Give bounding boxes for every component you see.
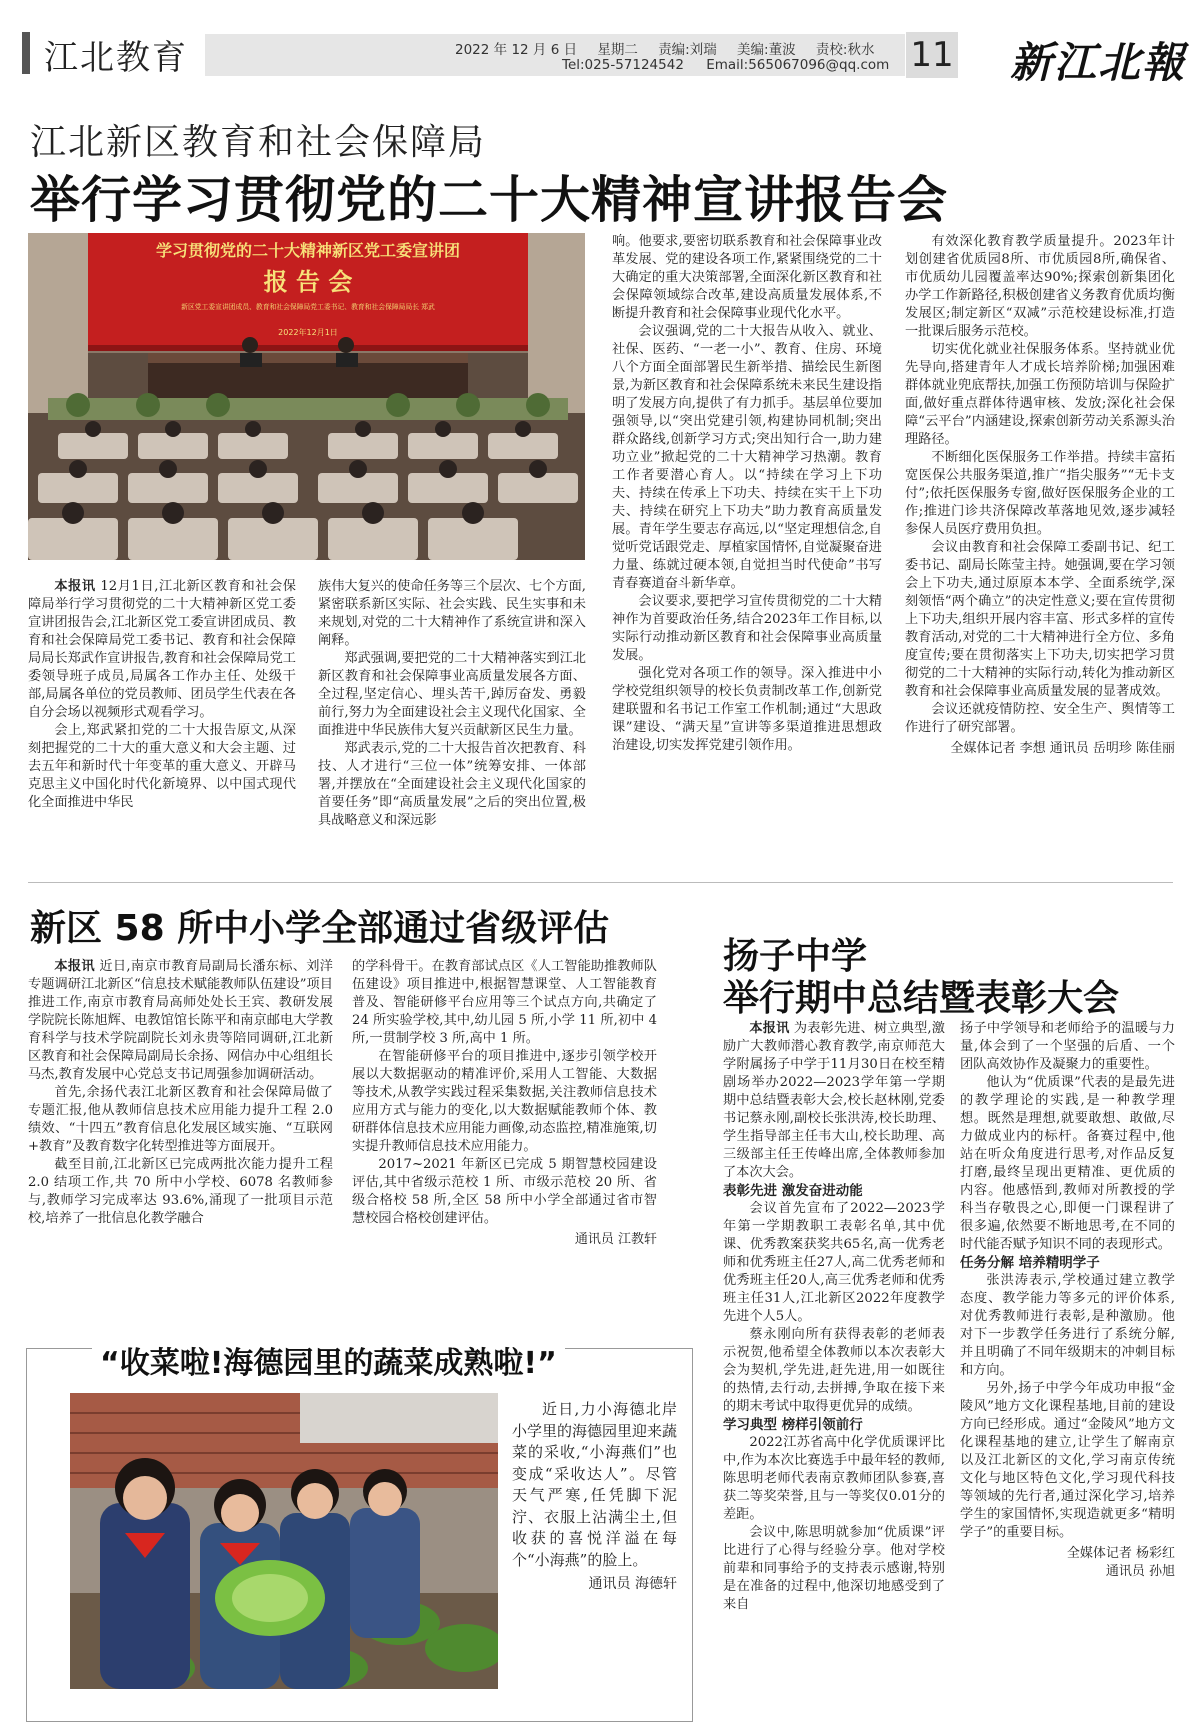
- article3-byline-correspondent: 通讯员 孙旭: [1105, 1564, 1175, 1579]
- page-number: 11: [906, 32, 958, 78]
- photo-news-caption: [512, 1399, 677, 1596]
- article3-c1p2: 会议首先宣布了2022—2023学年第一学期教职工表彰名单,其中优课、优秀教案获奖共65名,高一优秀老师和优秀班主任27人,高二优秀老师和优秀班主任20人,高三优秀老师和优秀班主任31人,江北新区2022年度教学先进个人5人。: [723, 1201, 945, 1324]
- section-title: 江北教育: [44, 38, 188, 78]
- article2-c1p3: 截至目前,江北新区已完成两批次能力提升工程 2.0 结项工作,共 70 所中小学校、6078 名教师参与,教师学习完成率达 93.6%,涌现了一批项目示范校,培养了一批信息化教学融合: [28, 1157, 333, 1226]
- article3-c2p4: 另外,扬子中学今年成功申报“金陵风”地方文化课程基地,目前的建设方向已经形成。通过“金陵风”地方文化课程基地的建立,让学生了解南京以及江北新区的文化,学习南京传统文化与地区特色文化,学习现代科技等领域的先行者,通过深化学习,培养学生的家国情怀,实现造就更多“精明学子”的重要目标。: [960, 1381, 1175, 1540]
- article3-column-2: [960, 1020, 1175, 1581]
- article1-c2p3: 郑武表示,党的二十大报告首次把教育、科技、人才进行“三位一体”统筹安排、一体部署,并摆放在“全面建设社会主义现代化国家的首要任务”即“高质量发展”之后的突出位置,极具战略意义和深远影: [318, 741, 586, 828]
- contact-tel: Tel:025-57124542: [562, 57, 684, 73]
- article1-c3p1: 响。他要求,要密切联系教育和社会保障事业改革发展、党的建设各项工作,紧紧围绕党的二十大确定的重大决策部署,全面深化新区教育和社会保障领域综合改革,建设高质量发展体系,不断提升教育和社会保障事业现代化水平。: [612, 234, 882, 321]
- designer-credit: 美编:董波: [737, 42, 796, 58]
- photo-news-title: “收菜啦!海德园里的蔬菜成熟啦!”: [92, 1338, 565, 1382]
- article1-c3p4: 强化党对各项工作的领导。深入推进中小学校党组织领导的校长负责制改革工作,创新党建联盟和名书记工作室工作机制;通过“大思政课”建设、“满天星”宣讲等多渠道推进思想政治建设,切实发挥党建引领作用。: [612, 666, 882, 753]
- article2-lead: 本报讯: [54, 959, 95, 974]
- article1-c4p2: 切实优化就业社保服务体系。坚持就业优先导向,搭建青年人才成长培养阶梯;加强困难群体就业兜底帮扶,加强工伤预防培训与保险扩面,做好重点群体待遇审核、发放;深化社会保障“云平台”内涵建设,探索创新劳动关系源头治理路径。: [905, 342, 1175, 447]
- article1-c3p2: 会议强调,党的二十大报告从收入、就业、社保、医药、“一老一小”、教育、住房、环境八个方面全面部署民生新举措、描绘民生新图景,为新区教育和社会保障系统未来民生建设指明了发展方向,提供了有力抓手。基层单位要加强领导,以“突出党建引领,构建协同机制;突出群众路线,创新学习方式;突出知行合一,助力建功立业”掀起党的二十大精神学习热潮。教育工作者要潜心育人。以“持续在学习上下功夫、持续在传承上下功夫、持续在实干上下功夫、持续在研究上下功夫”助力教育高质量发展。青年学生要志存高远,以“坚定理想信念,自觉听党话跟党走、厚植家国情怀,自觉凝聚奋进力量、练就过硬本领,自觉担当时代使命”书写青春赛道奋斗新华章。: [612, 324, 882, 591]
- editor-credit: 责编:刘瑞: [658, 42, 717, 58]
- header-meta-line1: [455, 38, 890, 58]
- article1-headline: 举行学习贯彻党的二十大精神宣讲报告会: [30, 171, 948, 229]
- article1-c2p1: 族伟大复兴的使命任务等三个层次、七个方面,紧密联系新区实际、社会实践、民生实事和未来规划,对党的二十大精神作了系统宣讲和深入阐释。: [318, 579, 586, 648]
- header-meta-line2: [562, 57, 907, 73]
- photo-news-byline: 通讯员 海德轩: [588, 1576, 677, 1592]
- article1-column-4: [905, 233, 1175, 758]
- article3-c2p1: 扬子中学领导和老师给予的温暖与力量,体会到了一个坚强的后盾、一个团队高效协作及凝聚力的重要性。: [960, 1021, 1175, 1072]
- article1-c4p5: 会议还就疫情防控、安全生产、舆情等工作进行了研究部署。: [905, 702, 1175, 735]
- article3-subhead-3: 任务分解 培养精明学子: [960, 1255, 1100, 1271]
- article1-lead: 本报讯: [54, 579, 96, 594]
- banner-speakers: 新区党工委宣讲团成员、教育和社会保障局党工委书记、教育和社会保障局局长 郑武: [181, 303, 435, 311]
- article3-headline: 举行期中总结暨表彰大会: [723, 978, 1120, 1019]
- lecture-hall-photo: [28, 233, 585, 560]
- article1-c4p3: 不断细化医保服务工作举措。持续丰富拓宽医保公共服务渠道,推广“指尖服务”“无卡支付”;依托医保服务专窗,做好医保服务企业的工作;推进门诊共济保障改革落地见效,逐步减轻参保人员医疗费用负担。: [905, 450, 1175, 537]
- article1-kicker: 江北新区教育和社会保障局: [30, 122, 487, 163]
- article3-c2p2: 他认为“优质课”代表的是最先进的教学理论的实践,是一种教学理想。既然是理想,就要敢想、敢做,尽力做成业内的标杆。备赛过程中,他站在听众角度进行思考,对作品反复打磨,最终呈现出更精准、更优质的内容。他感悟到,教师对所教授的学科当存敬畏之心,即便一门课程讲了很多遍,依然要不断地思考,在不同的时代能否赋予知识不同的表现形式。: [960, 1075, 1175, 1252]
- article2-headline: 新区 58 所中小学全部通过省级评估: [30, 908, 610, 949]
- section-divider: [28, 882, 1173, 883]
- banner-date: 2022年12月1日: [278, 328, 338, 337]
- article1-column-2: [318, 578, 586, 830]
- article3-column-1: [723, 1020, 945, 1614]
- article1-c3p3: 会议要求,要把学习宣传贯彻党的二十大精神作为首要政治任务,结合2023年工作目标,以实际行动推动新区教育和社会保障事业高质量发展。: [612, 594, 882, 663]
- article2-c1p2: 首先,余扬代表江北新区教育和社会保障局做了专题汇报,他从教师信息技术应用能力提升工程 2.0 绩效、“十四五”教育信息化发展区域实施、“互联网+教育”及教育数字化转型推进等方面展开。: [28, 1085, 333, 1154]
- article3-kicker: 扬子中学: [723, 936, 868, 977]
- article1-c1p1: 12月1日,江北新区教育和社会保障局举行学习贯彻党的二十大精神新区党工委宣讲团报告会,江北新区党工委宣讲团成员、教育和社会保障局党工委书记、教育和社会保障局局长郑武作宣讲报告,教育和社会保障局党工委领导班子成员,局属各工作办主任、处级干部,局属各单位的党员教师、团员学生代表在各自分会场以视频形式观看学习。: [28, 579, 296, 720]
- article2-byline: 通讯员 江教轩: [574, 1232, 657, 1247]
- article3-c2p3: 张洪涛表示,学校通过建立教学态度、教学能力等多元的评价体系,对优秀教师进行表彰,是种激励。他对下一步教学任务进行了系统分解,并且明确了不同年级期末的冲刺目标和方向。: [960, 1273, 1175, 1378]
- contact-email: Email:565067096@qq.com: [706, 57, 890, 73]
- proof-credit: 责校:秋水: [815, 42, 875, 58]
- photo-news-text: 近日,力小海德北岸小学里的海德园里迎来蔬菜的采收,“小海燕们”也变成“采收达人”。尽管天气严寒,任凭脚下泥泞、衣服上沾满尘土,但收获的喜悦洋溢在每个“小海燕”的脸上。: [512, 1400, 678, 1569]
- issue-date: 2022 年 12 月 6 日: [455, 42, 578, 58]
- banner-title: 学习贯彻党的二十大精神新区党工委宣讲团: [155, 241, 461, 260]
- article3-subhead-1: 表彰先进 激发奋进动能: [723, 1183, 863, 1199]
- article1-byline: 全媒体记者 李想 通讯员 岳明珍 陈佳丽: [950, 741, 1175, 756]
- section-marker: [22, 32, 30, 74]
- lecture-hall-illustration: [28, 233, 585, 560]
- newspaper-masthead-logo: 新江北報: [1010, 38, 1187, 87]
- article1-c4p1: 有效深化教育教学质量提升。2023年计划创建省优质园8所、市优质园8所,确保省、市优质幼儿园覆盖率达90%;探索创新集团化办学工作新路径,积极创建省义务教育优质均衡发展区;制定新区“双减”示范校建设标准,打造一批课后服务示范校。: [905, 234, 1175, 339]
- article2-c2p3: 2017~2021 年新区已完成 5 期智慧校园建设评估,其中省级示范校 1 所、市级示范校 20 所、省级合格校 58 所,全区 58 所中小学全部通过省市智慧校园合格校创建评估。: [352, 1157, 657, 1226]
- article1-c2p2: 郑武强调,要把党的二十大精神落实到江北新区教育和社会保障事业高质量发展各方面、全过程,坚定信心、埋头苦干,踔厉奋发、勇毅前行,努力为全面建设社会主义现代化国家、全面推进中华民族伟大复兴贡献新区民生力量。: [318, 651, 586, 738]
- issue-weekday: 星期二: [597, 42, 638, 58]
- article3-c1p5: 会议中,陈思明就参加“优质课”评比进行了心得与经验分享。他对学校前辈和同事给予的支持表示感谢,特别是在准备的过程中,他深切地感受到了来自: [723, 1525, 945, 1612]
- article2-column-2: [352, 958, 657, 1249]
- harvest-illustration: [70, 1393, 498, 1689]
- article2-c1p1: 近日,南京市教育局副局长潘东标、刘洋专题调研江北新区“信息技术赋能教师队伍建设”项目推进工作,南京市教育局高师处处长王宾、教研发展学院院长陈旭辉、电教馆馆长陈平和南京邮电大学教育科学与技术学院副院长刘永贵等陪同调研,江北新区教育和社会保障局副局长余扬、网信办中心组组长马杰,教育发展中心党总支书记周强参加调研活动。: [28, 959, 333, 1082]
- article1-column-3: [612, 233, 882, 755]
- article1-column-1: [28, 578, 296, 812]
- harvest-photo: [70, 1393, 498, 1689]
- article1-c1p2: 会上,郑武紧扣党的二十大报告原文,从深刻把握党的二十大的重大意义和大会主题、过去五年和新时代十年变革的重大意义、开辟马克思主义中国化时代化新境界、以中国式现代化全面推进中华民: [28, 723, 296, 810]
- article3-c1p3: 蔡永刚向所有获得表彰的老师表示祝贺,他希望全体教师以本次表彰大会为契机,学先进,赶先进,用一如既往的热情,去行动,去拼搏,争取在接下来的期末考试中取得更优异的成绩。: [723, 1327, 945, 1414]
- article3-c1p1: 为表彰先进、树立典型,激励广大教师潜心教育教学,南京师范大学附属扬子中学于11月30日在校至精剧场举办2022—2023学年第一学期期中总结暨表彰大会,校长赵林刚,党委书记蔡永刚,副校长张洪涛,校长助理、学生指导部主任韦大山,校长助理、高三级部主任王传峰出席,全体教师参加了本次大会。: [723, 1021, 945, 1180]
- article3-byline-reporter: 全媒体记者 杨彩红: [1066, 1546, 1175, 1561]
- article3-subhead-2: 学习典型 榜样引领前行: [723, 1417, 863, 1433]
- article3-lead: 本报讯: [749, 1021, 790, 1036]
- article1-c4p4: 会议由教育和社会保障工委副书记、纪工委书记、副局长陈莹主持。她强调,要在学习领会上下功夫,通过原原本本学、全面系统学,深刻领悟“两个确立”的决定性意义;要在宣传贯彻上下功夫,组织开展内容丰富、形式多样的宣传教育活动,对党的二十大精神进行全方位、多角度宣传;要在贯彻落实上下功夫,切实把学习贯彻党的二十大精神的实际行动,转化为推动新区教育和社会保障事业高质量发展的显著成效。: [905, 540, 1175, 699]
- article3-c1p4: 2022江苏省高中化学优质课评比中,作为本次比赛选手中最年轻的教师,陈思明老师代表南京教师团队参赛,喜获二等奖荣誉,且与一等奖仅0.01分的差距。: [723, 1435, 945, 1522]
- banner-subtitle: 报 告 会: [263, 268, 353, 296]
- article2-c2p2: 在智能研修平台的项目推进中,逐步引领学校开展以大数据驱动的精准评价,采用人工智能、大数据等技术,从教学实践过程采集数据,关注教师信息技术应用方式与能力的变化,以大数据赋能教师个体、教研群体信息技术应用能力画像,动态监控,精准施策,切实提升教师信息技术应用能力。: [352, 1049, 657, 1154]
- article2-column-1: [28, 958, 333, 1228]
- article2-c2p1: 的学科骨干。在教育部试点区《人工智能助推教师队伍建设》项目推进中,根据智慧课堂、人工智能教育普及、智能研修平台应用等三个试点方向,共确定了 24 所实验学校,其中,幼儿园 5 所,小学 11 所,初中 4 所,一贯制学校 3 所,高中 1 所。: [352, 959, 657, 1046]
